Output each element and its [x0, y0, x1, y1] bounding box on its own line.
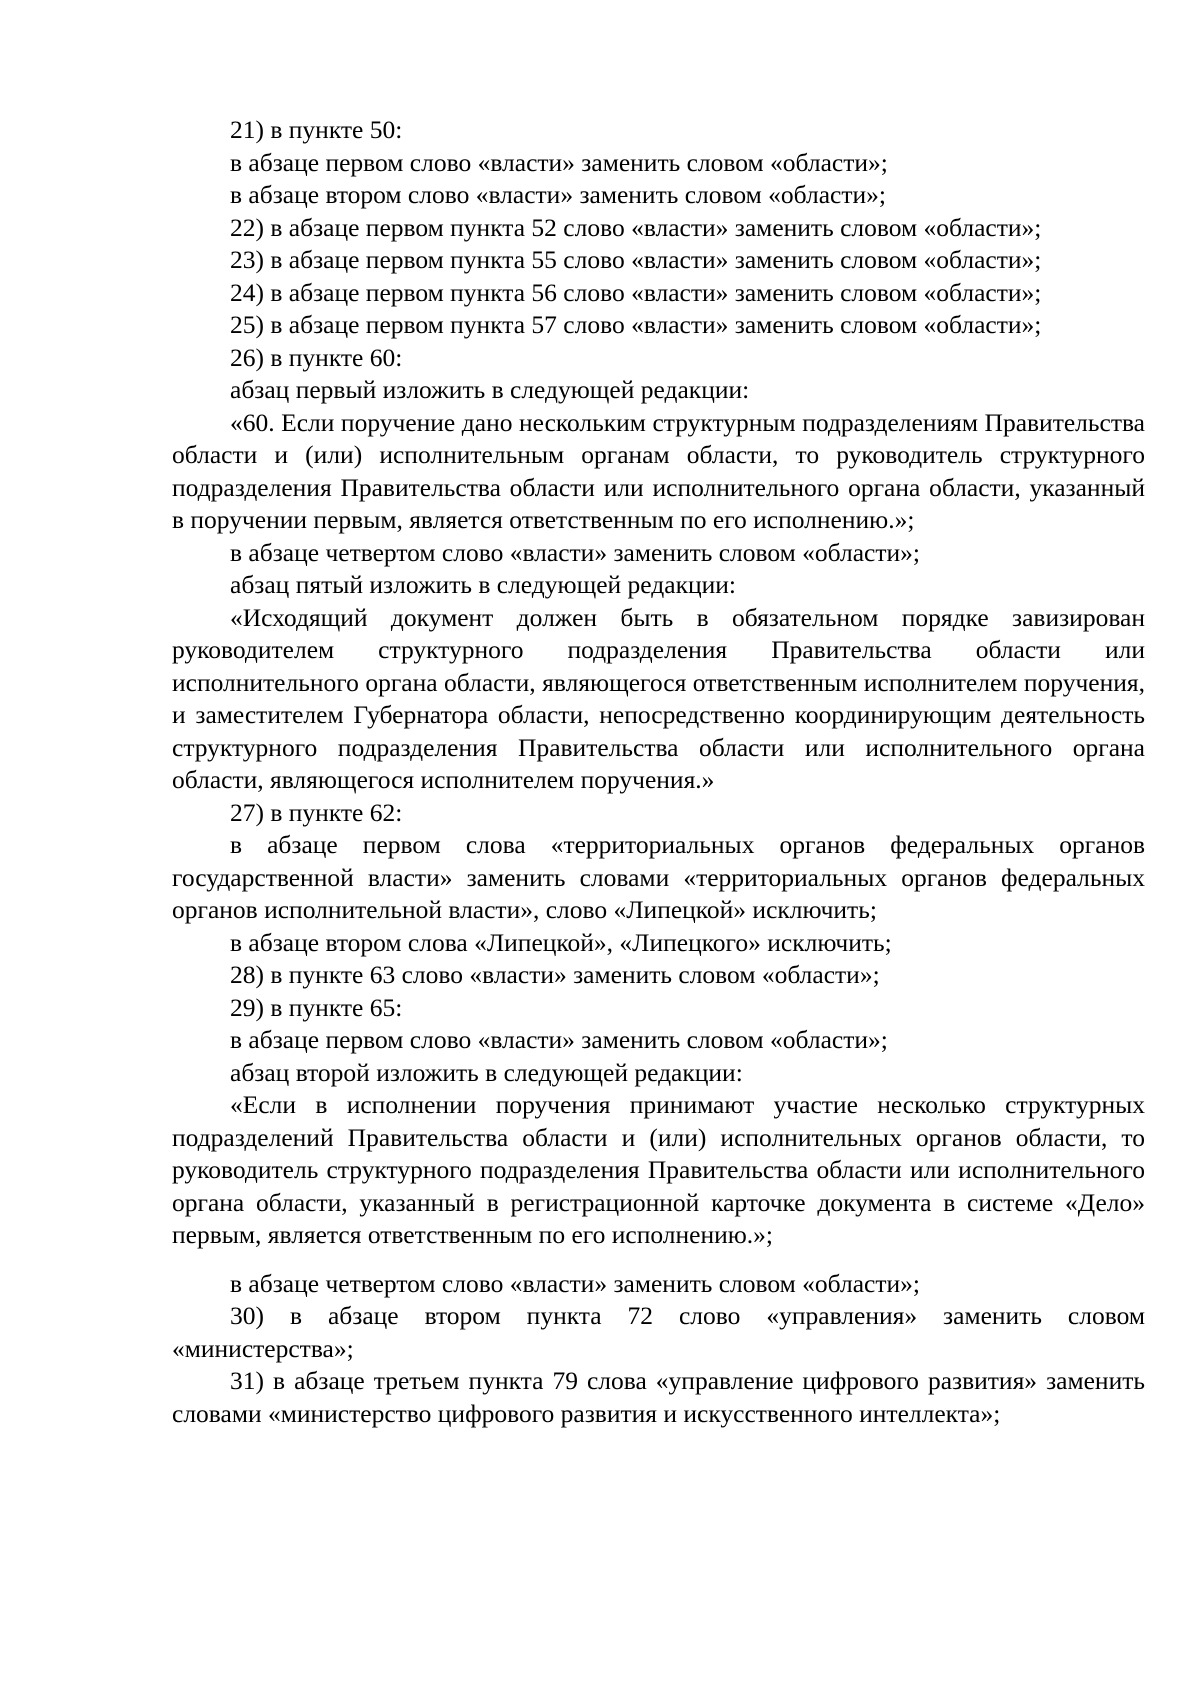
paragraph-outgoing-document-quote: «Исходящий документ должен быть в обязательном порядке завизирован руководителем структурного подразделения Правительства области или исполнительного органа области, являющегося ответственным исполнителем поручения, и заместителем Губернатора области, непосредственно координирующим деятельность структурного подразделения Правительства области или исполнительного органа области, являющегося исполнителем поручения.» — [172, 602, 1145, 794]
paragraph-item-30: 30) в абзаце втором пункта 72 слово «управления» заменить словом «министерства»; — [172, 1301, 1145, 1363]
paragraph-65-fourth-replace: в абзаце четвертом слово «власти» заменить словом «области»; — [230, 1268, 920, 1298]
paragraph-item-25: 25) в абзаце первом пункта 57 слово «власти» заменить словом «области»; — [230, 310, 1042, 339]
paragraph-territorial-bodies-replace: в абзаце первом слова «территориальных органов федеральных органов государственной власти» заменить словами «территориальных органов федеральных органов исполнительной власти», слово «Липецкой» исключить; — [172, 830, 1145, 924]
document-body — [172, 114, 1145, 1430]
paragraph-item-21: 21) в пункте 50: — [230, 115, 403, 144]
paragraph-65-first-replace: в абзаце первом слово «власти» заменить словом «области»; — [230, 1025, 888, 1054]
paragraph-quote-60: «60. Если поручение дано нескольким структурным подразделениям Правительства области и (или) исполнительным органам области, то руководитель структурного подразделения Правительства области или исполнительного органа области, указанный в поручении первым, является ответственным по его исполнению.»; — [172, 407, 1145, 534]
paragraph-item-26: 26) в пункте 60: — [230, 342, 403, 372]
paragraph-item-22: 22) в абзаце первом пункта 52 слово «власти» заменить словом «области»; — [230, 212, 1042, 242]
paragraph-fourth-replace: в абзаце четвертом слово «власти» заменить словом «области»; — [230, 537, 920, 567]
paragraph-execution-quote: «Если в исполнении поручения принимают участие несколько структурных подразделений Правительства области и (или) исполнительных органов области, то руководитель структурного подразделения Правительства области или исполнительного органа области, указанный в регистрационной карточке документа в системе «Дело» первым, является ответственным по его исполнению.»; — [172, 1090, 1145, 1249]
paragraph-item-23: 23) в абзаце первом пункта 55 слово «власти» заменить словом «области»; — [230, 245, 1042, 274]
paragraph-fifth-edit-intro: абзац пятый изложить в следующей редакции: — [230, 570, 736, 599]
paragraph-paragraph-1-replace: в абзаце первом слово «власти» заменить словом «области»; — [230, 147, 888, 177]
paragraph-paragraph-2-replace: в абзаце втором слово «власти» заменить словом «области»; — [230, 180, 886, 209]
paragraph-first-edit-intro: абзац первый изложить в следующей редакции: — [230, 375, 750, 404]
paragraph-item-29: 29) в пункте 65: — [230, 992, 403, 1022]
paragraph-second-edit-intro: абзац второй изложить в следующей редакции: — [230, 1057, 743, 1087]
paragraph-item-28: 28) в пункте 63 слово «власти» заменить словом «области»; — [230, 960, 880, 989]
paragraph-lipetsk-exclusion: в абзаце втором слова «Липецкой», «Липецкого» исключить; — [230, 927, 892, 957]
paragraph-item-31: 31) в абзаце третьем пункта 79 слова «управление цифрового развития» заменить словами «министерство цифрового развития и искусственного интеллекта»; — [172, 1366, 1145, 1428]
paragraph-item-27: 27) в пункте 62: — [230, 797, 403, 827]
paragraph-item-24: 24) в абзаце первом пункта 56 слово «власти» заменить словом «области»; — [230, 277, 1042, 307]
